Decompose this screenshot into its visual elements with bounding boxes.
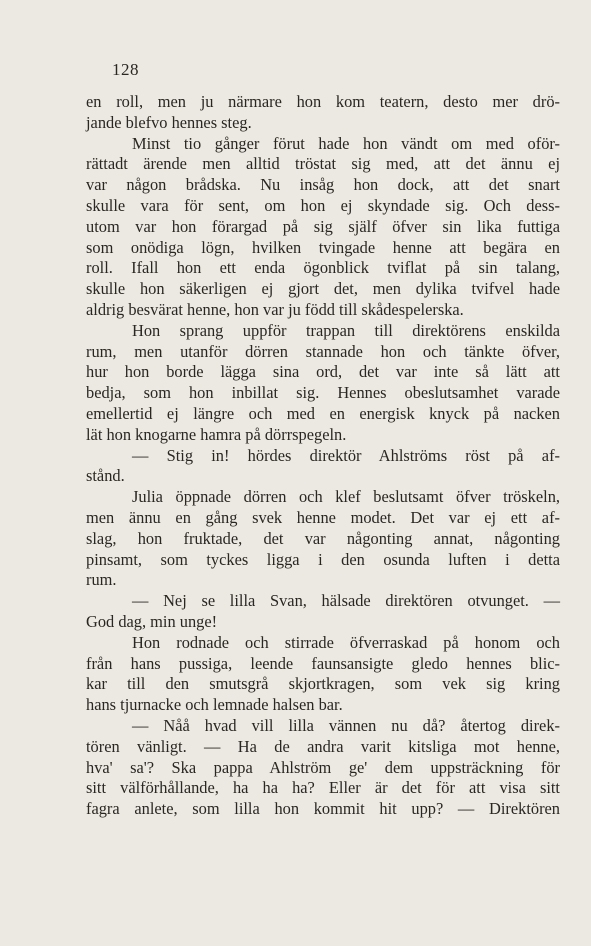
text-line: en roll, men ju närmare hon kom teatern, desto mer drö-	[86, 92, 560, 111]
text-line: roll. Ifall hon ett enda ögonblick tviflat på sin talang,	[86, 258, 560, 278]
text-line: men ännu en gång svek henne modet. Det var ej ett af-	[86, 507, 560, 527]
text-line: tören vänligt. — Ha de andra varit kitsliga mot henne,	[86, 736, 560, 756]
text-line: utom var hon förargad på sig själf öfver sin lika futtiga	[86, 216, 560, 236]
text-line: lät hon knogarne hamra på dörrspegeln.	[86, 424, 347, 444]
text-line: hur hon borde lägga sina ord, det var inte så lätt att	[86, 362, 560, 382]
page-number: 128	[112, 60, 139, 79]
text-line: var någon brådska. Nu insåg hon dock, att det snart	[86, 175, 560, 195]
text-line: hva' sa'? Ska pappa Ahlström ge' dem uppsträckning för	[86, 757, 560, 777]
text-line: Hon rodnade och stirrade öfverraskad på honom och	[132, 632, 560, 652]
text-line: skulle vara för sent, om hon ej skyndade sig. Och dess-	[86, 195, 560, 215]
text-line: rum, men utanför dörren stannade hon och tänkte öfver,	[86, 341, 560, 361]
text-line: pinsamt, som tyckes ligga i den osunda luften i detta	[86, 549, 560, 569]
text-line: slag, hon fruktade, det var någonting annat, någonting	[86, 528, 560, 548]
text-line: Hon sprang uppför trappan till direktörens enskilda	[132, 320, 560, 340]
text-line: rum.	[86, 570, 117, 590]
text-line: Minst tio gånger förut hade hon vändt om med oför-	[132, 133, 560, 153]
text-line: stånd.	[86, 466, 125, 486]
body-text	[86, 92, 560, 820]
text-line: fagra anlete, som lilla hon kommit hit upp? — Direktören	[86, 799, 560, 819]
text-line: — Nåå hvad vill lilla vännen nu då? återtog direk-	[132, 715, 560, 735]
text-line: Julia öppnade dörren och klef beslutsamt öfver tröskeln,	[132, 487, 560, 507]
text-line: — Stig in! hördes direktör Ahlströms röst på af-	[132, 445, 560, 465]
text-line: sitt välförhållande, ha ha ha? Eller är det för att visa sitt	[86, 778, 560, 798]
text-line: bedja, som hon inbillat sig. Hennes obeslutsamhet varade	[86, 383, 560, 403]
text-line: som onödiga lögn, hvilken tvingade henne att begära en	[86, 237, 560, 257]
text-line: — Nej se lilla Svan, hälsade direktören otvunget. —	[132, 591, 560, 611]
text-line: hans tjurnacke och lemnade halsen bar.	[86, 695, 343, 715]
text-line: från hans pussiga, leende faunsansigte gledo hennes blic-	[86, 653, 560, 673]
text-line: kar till den smutsgrå skjortkragen, som vek sig kring	[86, 674, 560, 694]
text-line: God dag, min unge!	[86, 611, 218, 631]
text-line: aldrig besvärat henne, hon var ju född till skådespelerska.	[86, 299, 464, 319]
text-line: skulle hon säkerligen ej gjort det, men dylika tvifvel hade	[86, 279, 560, 299]
text-line: rättadt ärende men alltid tröstat sig med, att det ännu ej	[86, 154, 560, 174]
text-line: emellertid ej längre och med en energisk knyck på nacken	[86, 403, 560, 423]
text-line: jande blefvo hennes steg.	[86, 112, 252, 132]
